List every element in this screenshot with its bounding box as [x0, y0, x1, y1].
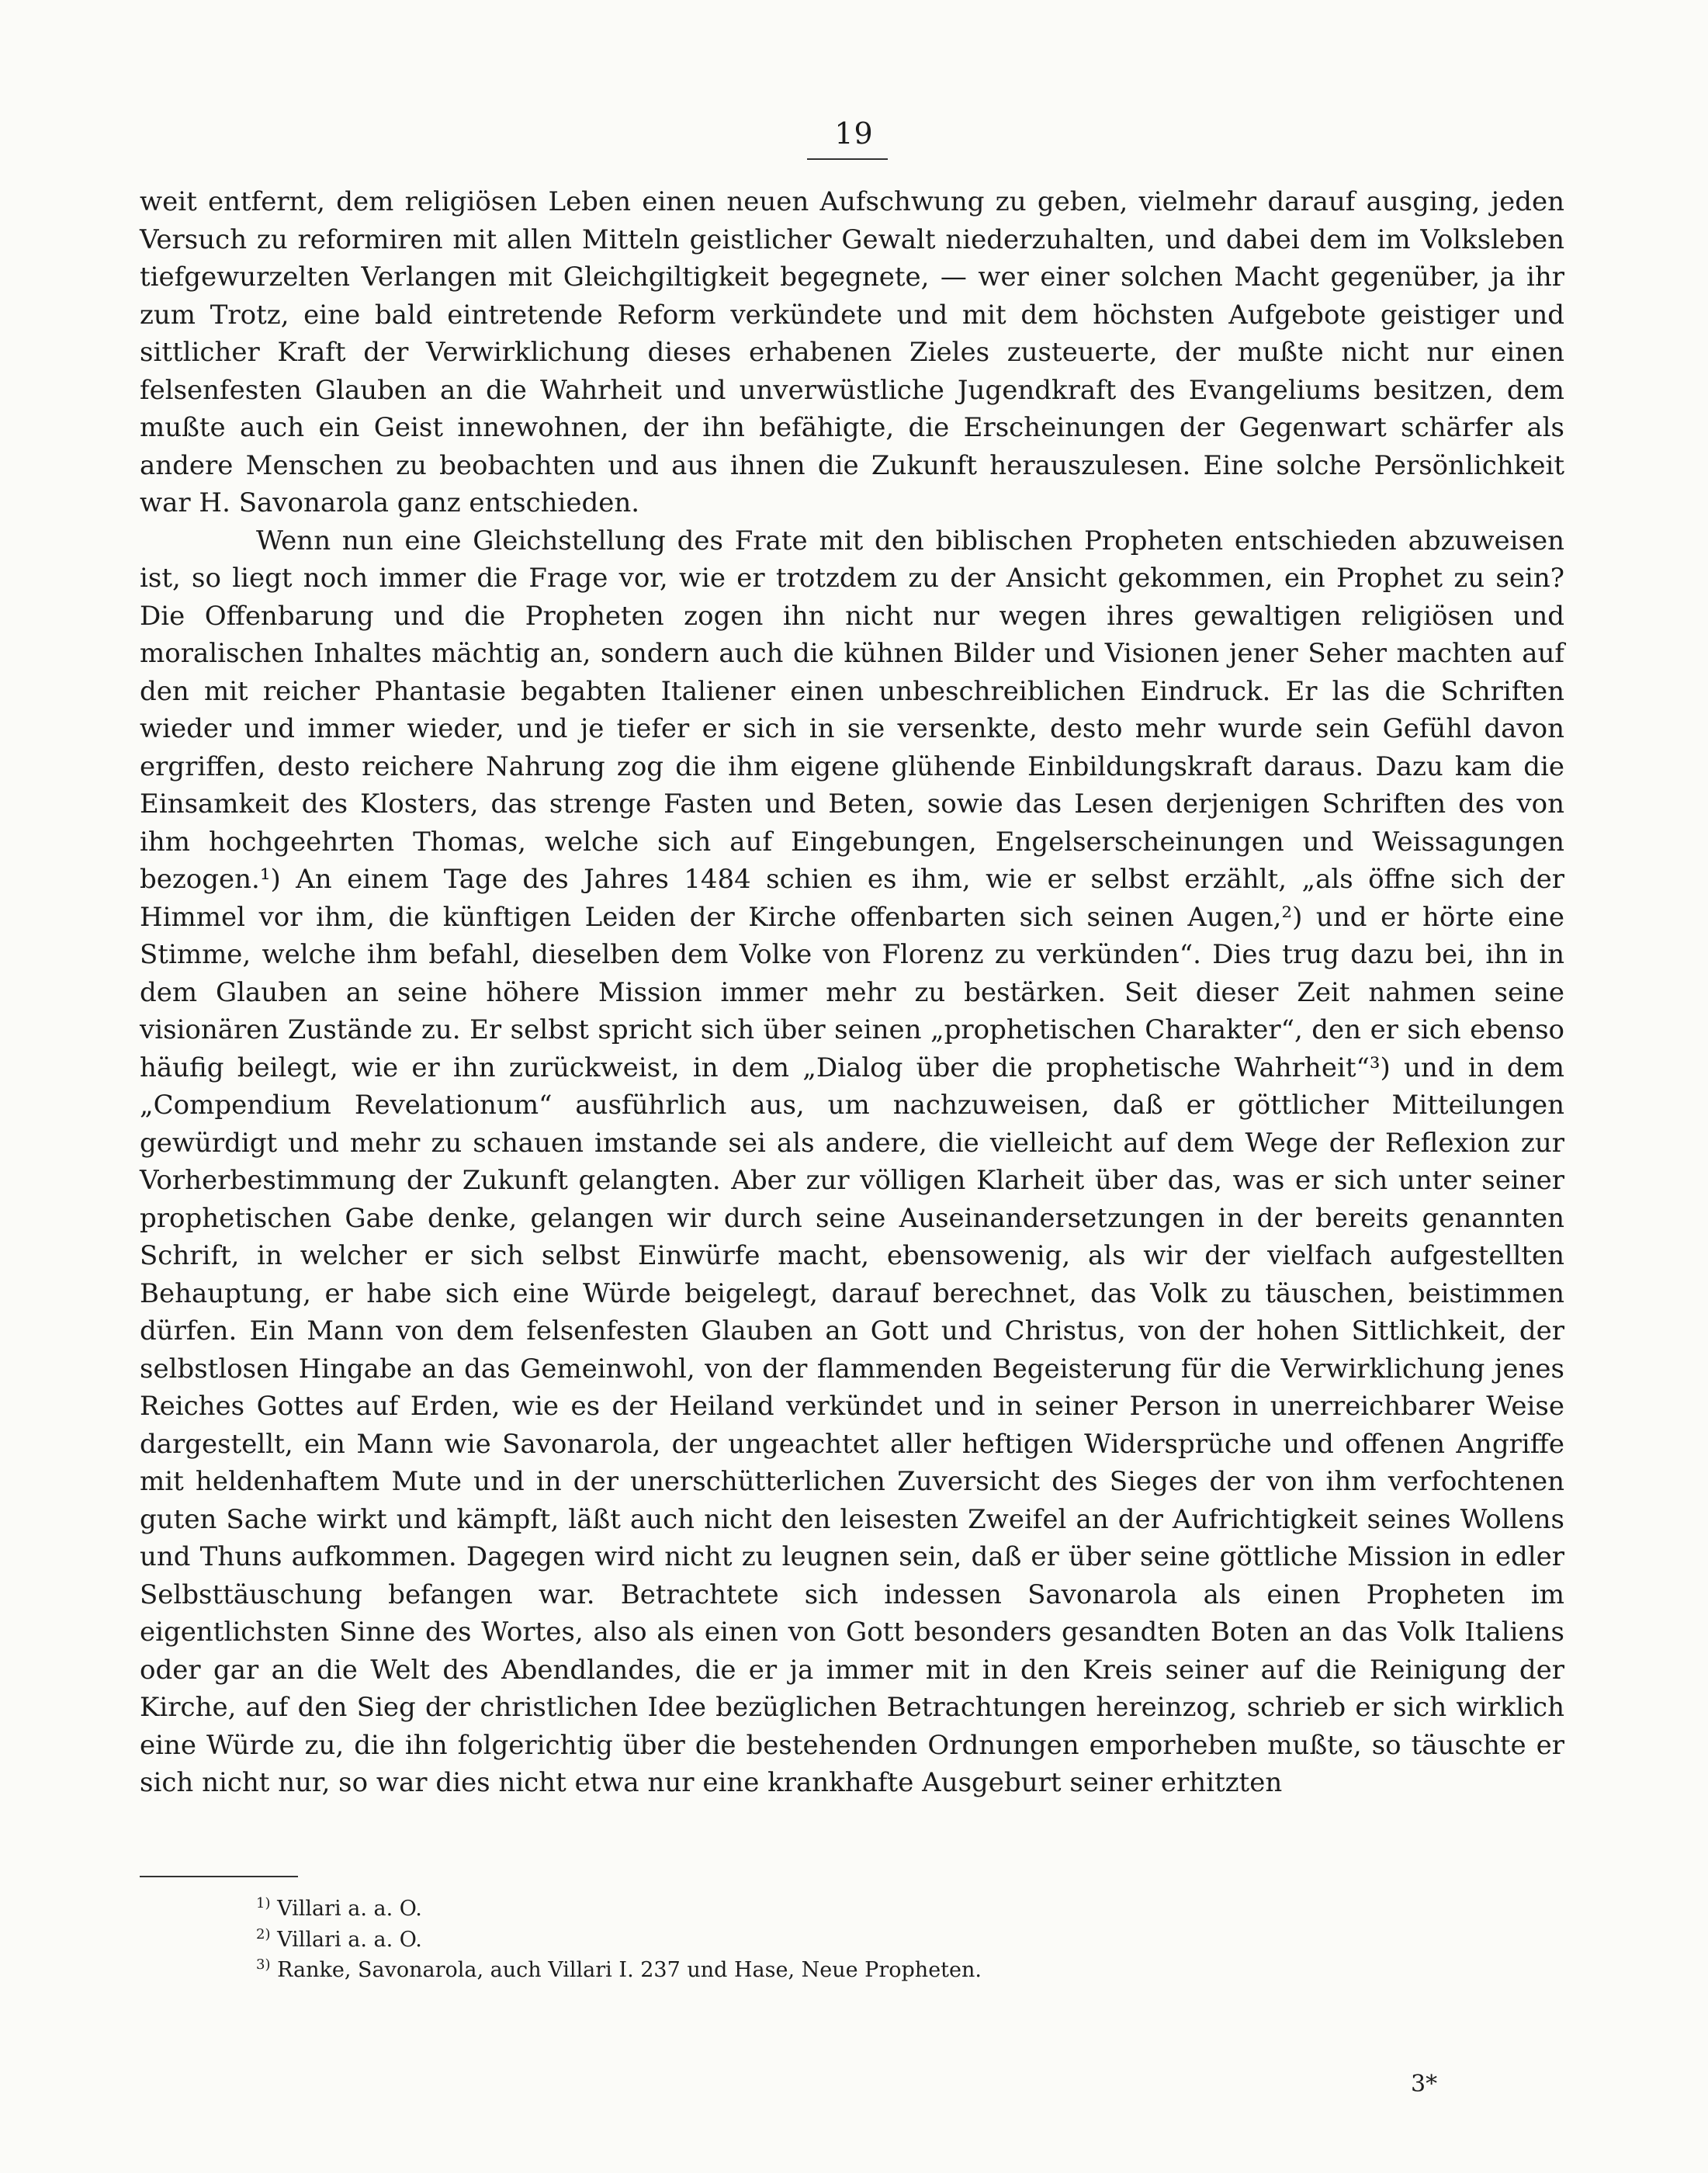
signature-mark: 3*	[1411, 2071, 1438, 2098]
footnote-text: Villari a. a. O.	[277, 1897, 422, 1921]
footnote-marker: 3)	[256, 1956, 271, 1973]
body-text	[140, 183, 1564, 1802]
footnote-1	[256, 1894, 1498, 1925]
footnote-text: Villari a. a. O.	[277, 1927, 422, 1952]
footnote-3	[256, 1955, 1498, 1986]
footnote-marker: 1)	[256, 1895, 271, 1911]
page-number: 19	[834, 116, 874, 151]
footnote-marker: 2)	[256, 1925, 271, 1943]
paragraph-1: weit entfernt, dem religiösen Leben einen neuen Aufschwung zu geben, vielmehr darauf ausging, jeden Versuch zu reformiren mit allen Mitteln geistlicher Gewalt niederzuhalten, und dabei dem im Volksleben tiefgewurzelten Verlangen mit Gleichgiltigkeit begegnete, — wer einer solchen Macht gegenüber, ja ihr zum Trotz, eine bald eintretende Reform verkündete und mit dem höchsten Aufgebote geistiger und sittlicher Kraft der Verwirklichung dieses erhabenen Zieles zusteuerte, der mußte nicht nur einen felsenfesten Glauben an die Wahrheit und unverwüstliche Jugendkraft des Evangeliums besitzen, dem mußte auch ein Geist innewohnen, der ihn befähigte, die Erscheinungen der Gegenwart schärfer als andere Menschen zu beobachten und aus ihnen die Zukunft herauszulesen. Eine solche Persönlichkeit war H. Savonarola ganz entschieden.	[140, 186, 1564, 518]
footnote-rule	[140, 1876, 298, 1877]
footnotes	[256, 1894, 1498, 1986]
paragraph-2: Wenn nun eine Gleichstellung des Frate mit den biblischen Propheten entschieden abzuweisen ist, so liegt noch immer die Frage vor, wie er trotzdem zu der Ansicht gekommen, ein Prophet zu sein? Die Offenbarung und die Propheten zogen ihn nicht nur wegen ihres gewaltigen religiösen und moralischen Inhaltes mächtig an, sondern auch die kühnen Bilder und Visionen jener Seher machten auf den mit reicher Phantasie begabten Italiener einen unbeschreiblichen Eindruck. Er las die Schriften wieder und immer wieder, und je tiefer er sich in sie versenkte, desto mehr wurde sein Gefühl davon ergriffen, desto reichere Nahrung zog die ihm eigene glühende Einbildungskraft daraus. Dazu kam die Einsamkeit des Klosters, das strenge Fasten und Beten, sowie das Lesen derjenigen Schriften des von ihm hochgeehrten Thomas, welche sich auf Eingebungen, Engelserscheinungen und Weissagungen bezogen.¹) An einem Tage des Jahres 1484 schien es ihm, wie er selbst erzählt, „als öffne sich der Himmel vor ihm, die künftigen Leiden der Kirche offenbarten sich seinen Augen,²) und er hörte eine Stimme, welche ihm befahl, dieselben dem Volke von Florenz zu verkünden“. Dies trug dazu bei, ihn in dem Glauben an seine höhere Mission immer mehr zu bestärken. Seit dieser Zeit nahmen seine visionären Zustände zu. Er selbst spricht sich über seinen „prophetischen Charakter“, den er sich ebenso häufig beilegt, wie er ihn zurückweist, in dem „Dialog über die prophetische Wahrheit“³) und in dem „Compendium Revelationum“ ausführlich aus, um nachzuweisen, daß er göttlicher Mitteilungen gewürdigt und mehr zu schauen imstande sei als andere, die vielleicht auf dem Wege der Reflexion zur Vorherbestimmung der Zukunft gelangten. Aber zur völligen Klarheit über das, was er sich unter seiner prophetischen Gabe denke, gelangen wir durch seine Auseinandersetzungen in der bereits genannten Schrift, in welcher er sich selbst Einwürfe macht, ebensowenig, als wir der vielfach aufgestellten Behauptung, er habe sich eine Würde beigelegt, darauf berechnet, das Volk zu täuschen, beistimmen dürfen. Ein Mann von dem felsenfesten Glauben an Gott und Christus, von der hohen Sittlichkeit, der selbstlosen Hingabe an das Gemeinwohl, von der flammenden Begeisterung für die Verwirklichung jenes Reiches Gottes auf Erden, wie es der Heiland verkündet und in seiner Person in unerreichbarer Weise dargestellt, ein Mann wie Savonarola, der ungeachtet aller heftigen Widersprüche und offenen Angriffe mit heldenhaftem Mute und in der unerschütterlichen Zuversicht des Sieges der von ihm verfochtenen guten Sache wirkt und kämpft, läßt auch nicht den leisesten Zweifel an der Aufrichtigkeit seines Wollens und Thuns aufkommen. Dagegen wird nicht zu leugnen sein, daß er über seine göttliche Mission in edler Selbsttäuschung befangen war. Betrachtete sich indessen Savonarola als einen Propheten im eigentlichsten Sinne des Wortes, also als einen von Gott besonders gesandten Boten an das Volk Italiens oder gar an die Welt des Abendlandes, die er ja immer mit in den Kreis seiner auf die Reinigung der Kirche, auf den Sieg der christlichen Idee bezüglichen Betrachtungen hereinzog, schrieb er sich wirklich eine Würde zu, die ihn folgerichtig über die bestehenden Ordnungen emporheben mußte, so täuschte er sich nicht nur, so war dies nicht etwa nur eine krankhafte Ausgeburt seiner erhitzten	[140, 525, 1564, 1798]
footnote-text: Ranke, Savonarola, auch Villari I. 237 und Hase, Neue Propheten.	[277, 1958, 982, 1982]
page-number-rule	[807, 158, 888, 160]
footnote-2	[256, 1925, 1498, 1956]
